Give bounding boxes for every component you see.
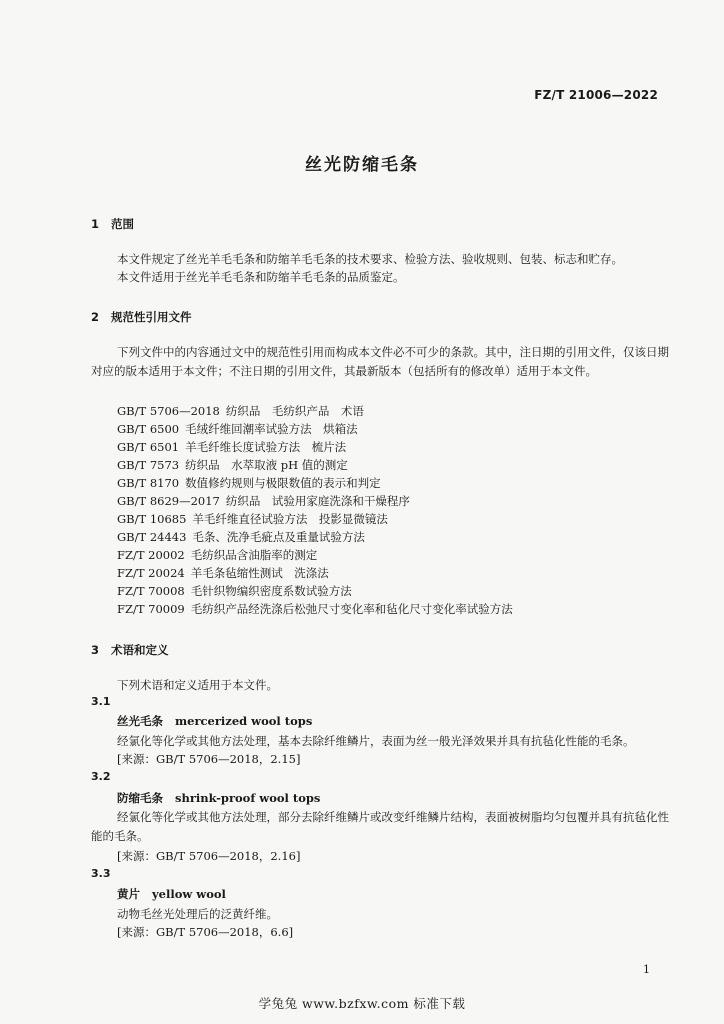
reference-code: GB/T 24443 (117, 530, 187, 544)
section-title: 术语和定义 (111, 643, 169, 657)
reference-title: 羊毛纤维直径试验方法 投影显微镜法 (192, 512, 388, 526)
term-definition: 动物毛丝光处理后的泛黄纤维。 (117, 907, 278, 921)
section-number: 3 (91, 643, 100, 657)
reference-title: 毛纺织品含油脂率的测定 (190, 548, 318, 562)
reference-code: FZ/T 20002 (117, 548, 185, 562)
standard-code: FZ/T 21006—2022 (534, 88, 658, 102)
page-number: 1 (643, 963, 650, 976)
section-heading-terms (91, 642, 169, 658)
reference-title: 纺织品 水萃取液 pH 值的测定 (185, 458, 348, 472)
reference-title: 纺织品 毛纺织产品 术语 (225, 404, 364, 418)
reference-title: 毛条、洗净毛疵点及重量试验方法 (192, 530, 365, 544)
reference-item (117, 403, 364, 419)
normative-intro: 下列文件中的内容通过文中的规范性引用而构成本文件必不可少的条款。其中，注日期的引用文件，仅该日期对应的版本适用于本文件；不注日期的引用文件，其最新版本（包括所有的修改单）适用于本文件。 (91, 345, 669, 378)
term-definition: 经氯化等化学或其他方法处理，基本去除纤维鳞片，表面为丝一般光泽效果并具有抗毡化性能的毛条。 (117, 734, 635, 748)
reference-code: GB/T 10685 (117, 512, 187, 526)
term-definition: 经氯化等化学或其他方法处理，部分去除纤维鳞片或改变纤维鳞片结构，表面被树脂均匀包覆并具有抗毡化性能的毛条。 (91, 810, 669, 843)
term-english: yellow wool (152, 887, 226, 901)
reference-code: GB/T 6500 (117, 422, 180, 436)
reference-title: 毛针织物编织密度系数试验方法 (190, 584, 352, 598)
term-entry (117, 886, 226, 902)
reference-code: FZ/T 20024 (117, 566, 185, 580)
reference-code: GB/T 8629—2017 (117, 494, 220, 508)
section-title: 规范性引用文件 (111, 310, 192, 324)
reference-item (117, 529, 365, 545)
term-source: [来源：GB/T 5706—2018，2.15] (117, 752, 301, 766)
term-number: 3.3 (91, 867, 111, 880)
reference-title: 数值修约规则与极限数值的表示和判定 (185, 476, 381, 490)
reference-item (117, 421, 358, 437)
term-chinese: 丝光毛条 (117, 714, 163, 728)
section-heading-normative (91, 309, 192, 325)
section-number: 2 (91, 310, 100, 324)
reference-code: GB/T 8170 (117, 476, 180, 490)
reference-item (117, 475, 381, 491)
reference-item (117, 511, 388, 527)
section-title: 范围 (111, 217, 134, 231)
term-entry (117, 713, 312, 729)
term-number: 3.1 (91, 695, 111, 708)
reference-item (117, 457, 348, 473)
term-chinese: 防缩毛条 (117, 791, 163, 805)
reference-title: 羊毛纤维长度试验方法 梳片法 (185, 440, 347, 454)
term-english: mercerized wool tops (175, 714, 313, 728)
section-heading-scope (91, 216, 134, 232)
reference-code: FZ/T 70009 (117, 602, 185, 616)
terms-intro: 下列术语和定义适用于本文件。 (117, 678, 278, 692)
reference-item (117, 601, 513, 617)
reference-code: GB/T 7573 (117, 458, 180, 472)
term-source: [来源：GB/T 5706—2018，2.16] (117, 849, 301, 863)
watermark-footer[interactable]: 学兔兔 www.bzfxw.com 标准下载 (258, 996, 466, 1011)
term-source: [来源：GB/T 5706—2018，6.6] (117, 925, 294, 939)
reference-item (117, 493, 410, 509)
reference-code: FZ/T 70008 (117, 584, 185, 598)
reference-title: 羊毛条毡缩性测试 洗涤法 (190, 566, 329, 580)
reference-title: 纺织品 试验用家庭洗涤和干燥程序 (225, 494, 410, 508)
reference-item (117, 583, 352, 599)
reference-title: 毛纺织产品经洗涤后松弛尺寸变化率和毡化尺寸变化率试验方法 (190, 602, 513, 616)
reference-item (117, 565, 329, 581)
term-number: 3.2 (91, 770, 111, 783)
term-english: shrink-proof wool tops (175, 791, 321, 805)
reference-item (117, 439, 346, 455)
section-number: 1 (91, 217, 100, 231)
reference-item (117, 547, 317, 563)
scope-line-2: 本文件适用于丝光羊毛毛条和防缩羊毛毛条的品质鉴定。 (117, 270, 405, 284)
scope-line-1: 本文件规定了丝光羊毛毛条和防缩羊毛毛条的技术要求、检验方法、验收规则、包装、标志和贮存。 (117, 252, 623, 266)
document-title: 丝光防缩毛条 (305, 155, 419, 175)
reference-title: 毛绒纤维回潮率试验方法 烘箱法 (185, 422, 358, 436)
term-entry (117, 790, 320, 806)
term-chinese: 黄片 (117, 887, 140, 901)
reference-code: GB/T 5706—2018 (117, 404, 220, 418)
reference-code: GB/T 6501 (117, 440, 180, 454)
